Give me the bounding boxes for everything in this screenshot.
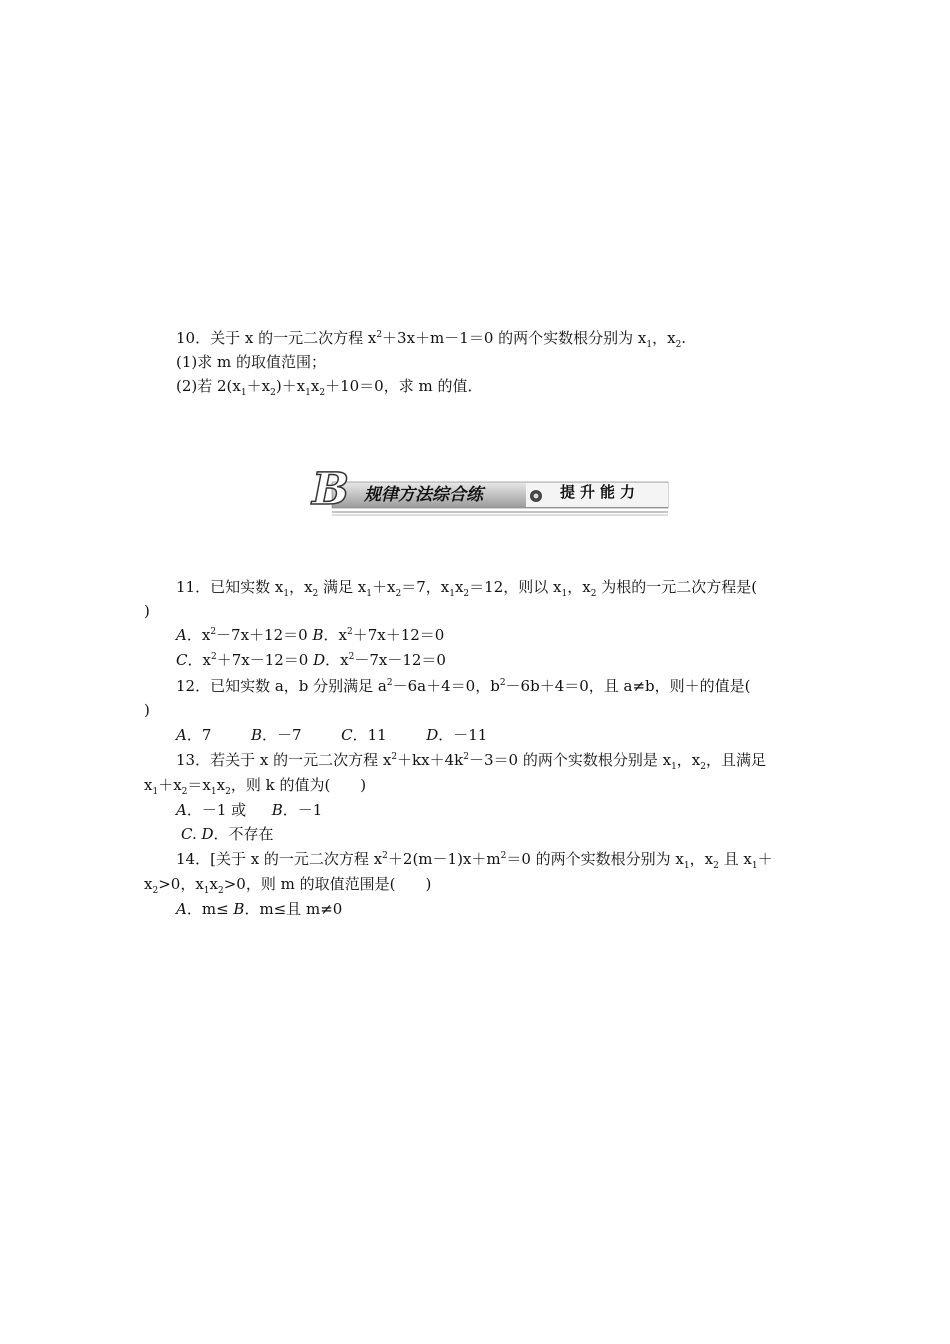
banner-title: 规律方法综合练 — [364, 485, 483, 505]
q10-stem: 10．关于 x 的一元二次方程 $x^2+3x+m-1=0$ 的两个实数根分别为 $x_1$，$x_2$. — [176, 329, 687, 350]
q13-stem: 13．若关于 x 的一元二次方程 $x^2+kx+4k^2-3=0$ 的两个实数根分别是 $x_1$，$x_2$，且满足 — [176, 751, 767, 772]
q12-close-paren: ) — [144, 701, 150, 719]
q14-stem: 14．[关于 x 的一元二次方程 $x^2+2(m-1)x+m^2=0$ 的两个实数根分别为 $x_1$，$x_2$ 且 $x_1+$ — [176, 850, 773, 871]
q11-close-paren: ) — [144, 602, 150, 620]
q10-part1: (1)求 m 的取值范围； — [176, 353, 327, 371]
banner-badge-letter: B — [312, 464, 350, 515]
q11-options-ab: A．$x^2-7x+12=0$ B．$x^2+7x+12=0$ — [176, 626, 445, 644]
q11-options-cd: C．$x^2+7x-12=0$ D．$x^2-7x-12=0$ — [176, 651, 446, 669]
section-banner — [312, 464, 672, 518]
q11-stem: 11．已知实数 $x_1$，$x_2$ 满足 $x_1+x_2=7$，$x_1x_2=12$，则以 $x_1$，$x_2$ 为根的一元二次方程是( — [176, 578, 758, 599]
q12-options: A．7 B．－7 C．11 D．－11 — [176, 726, 488, 744]
q12-stem: 12．已知实数 a，b 分别满足 $a^2-6a+4=0$，$b^2-6b+4=0$，且 a≠b，则＋的值是( — [176, 677, 751, 695]
q13-stem-line2: $x_1+x_2=x_1x_2$，则 k 的值为( ) — [144, 776, 367, 797]
q14-options: A．m≤ B．m≤且 m≠0 — [176, 900, 343, 918]
q14-stem-line2: $x_2>0$，$x_1x_2>0$，则 m 的取值范围是( ) — [144, 875, 432, 896]
q13-options-ab: A．－1 或 B．－1 — [176, 801, 323, 819]
q10-part2: (2)若 $2(x_1+x_2)+x_1x_2+10=0$，求 m 的值． — [176, 377, 483, 398]
q13-options-cd: C. D．不存在 — [181, 825, 274, 843]
banner-subtitle: 提升能力 — [560, 483, 641, 501]
